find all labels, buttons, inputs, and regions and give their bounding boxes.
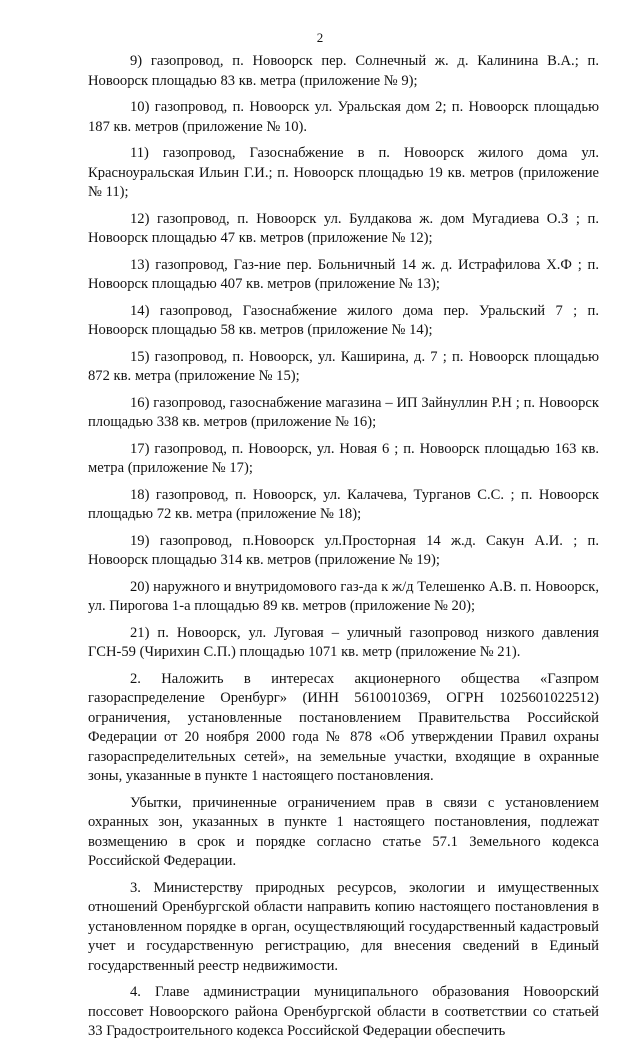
list-item-11: 11) газопровод, Газоснабжение в п. Новоорск жилого дома ул. Красноуральская Ильин Г.И.; п. Новоорск площадью 19 кв. метров (приложение № 11); [88,145,599,200]
list-item-12: 12) газопровод, п. Новоорск ул. Булдакова ж. дом Мугадиева О.З ; п. Новоорск площадью 47 кв. метров (приложение № 12); [88,210,599,246]
section-4-paragraph: 4. Главе администрации муниципального образования Новоорский поссовет Новоорского района Оренбургской области в соответствии со статьей 33 Градостроительного кодекса Российской Федерации обеспечить [88,984,599,1039]
list-item-18: 18) газопровод, п. Новоорск, ул. Калачева, Турганов С.С. ; п. Новоорск площадью 72 кв. метра (приложение № 18); [88,486,599,522]
page-number: 2 [316,30,324,45]
list-item-10: 10) газопровод, п. Новоорск ул. Уральская дом 2; п. Новоорск площадью 187 кв. метров (приложение № 10). [88,99,599,135]
list-item-17: 17) газопровод, п. Новоорск, ул. Новая 6 ; п. Новоорск площадью 163 кв. метра (приложение № 17); [88,440,599,476]
list-item-21: 21) п. Новоорск, ул. Луговая – уличный газопровод низкого давления ГСН-59 (Чирихин С.П.) площадью 1071 кв. метр (приложение № 21). [88,624,599,660]
section-2-paragraph: 2. Наложить в интересах акционерного общества «Газпром газораспределение Оренбург» (ИНН 5610010369, ОГРН 1025601022512) ограничения, установленные постановлением Правительства Российской Федерации от 20 ноября 2000 года № 878 «Об утверждении Правил охраны газораспределительных сетей», на земельные участки, входящие в охранные зоны, указанные в пункте 1 настоящего постановления. [88,670,599,784]
list-item-15: 15) газопровод, п. Новоорск, ул. Каширина, д. 7 ; п. Новоорск площадью 872 кв. метра (приложение № 15); [88,348,599,384]
list-item-16: 16) газопровод, газоснабжение магазина – ИП Зайнуллин Р.Н ; п. Новоорск площадью 338 кв. метров (приложение № 16); [88,394,599,430]
list-item-9: 9) газопровод, п. Новоорск пер. Солнечный ж. д. Калинина В.А.; п. Новоорск площадью 83 кв. метра (приложение № 9); [88,53,599,89]
list-item-14: 14) газопровод, Газоснабжение жилого дома пер. Уральский 7 ; п. Новоорск площадью 58 кв. метров (приложение № 14); [88,302,599,338]
losses-paragraph: Убытки, причиненные ограничением прав в связи с установлением охранных зон, указанных в пункте 1 настоящего постановления, подлежат возмещению в срок и порядке согласно статье 57.1 Земельного кодекса Российской Федерации. [88,794,599,869]
list-item-19: 19) газопровод, п.Новоорск ул.Просторная 14 ж.д. Сакун А.И. ; п. Новоорск площадью 314 кв. метров (приложение № 19); [88,532,599,568]
document-body [88,52,599,1049]
list-item-13: 13) газопровод, Газ-ние пер. Больничный 14 ж. д. Истрафилова Х.Ф ; п. Новоорск площадью 407 кв. метров (приложение № 13); [88,256,599,292]
list-item-20: 20) наружного и внутридомового газ-да к ж/д Телешенко А.В. п. Новоорск, ул. Пирогова 1-а площадью 89 кв. метров (приложение № 20); [88,578,599,614]
section-3-paragraph: 3. Министерству природных ресурсов, экологии и имущественных отношений Оренбургской области направить копию настоящего постановления в установленном порядке в орган, осуществляющий государственный кадастровый учет и государственную регистрацию, для внесения сведений в Единый государственный реестр недвижимости. [88,879,599,974]
